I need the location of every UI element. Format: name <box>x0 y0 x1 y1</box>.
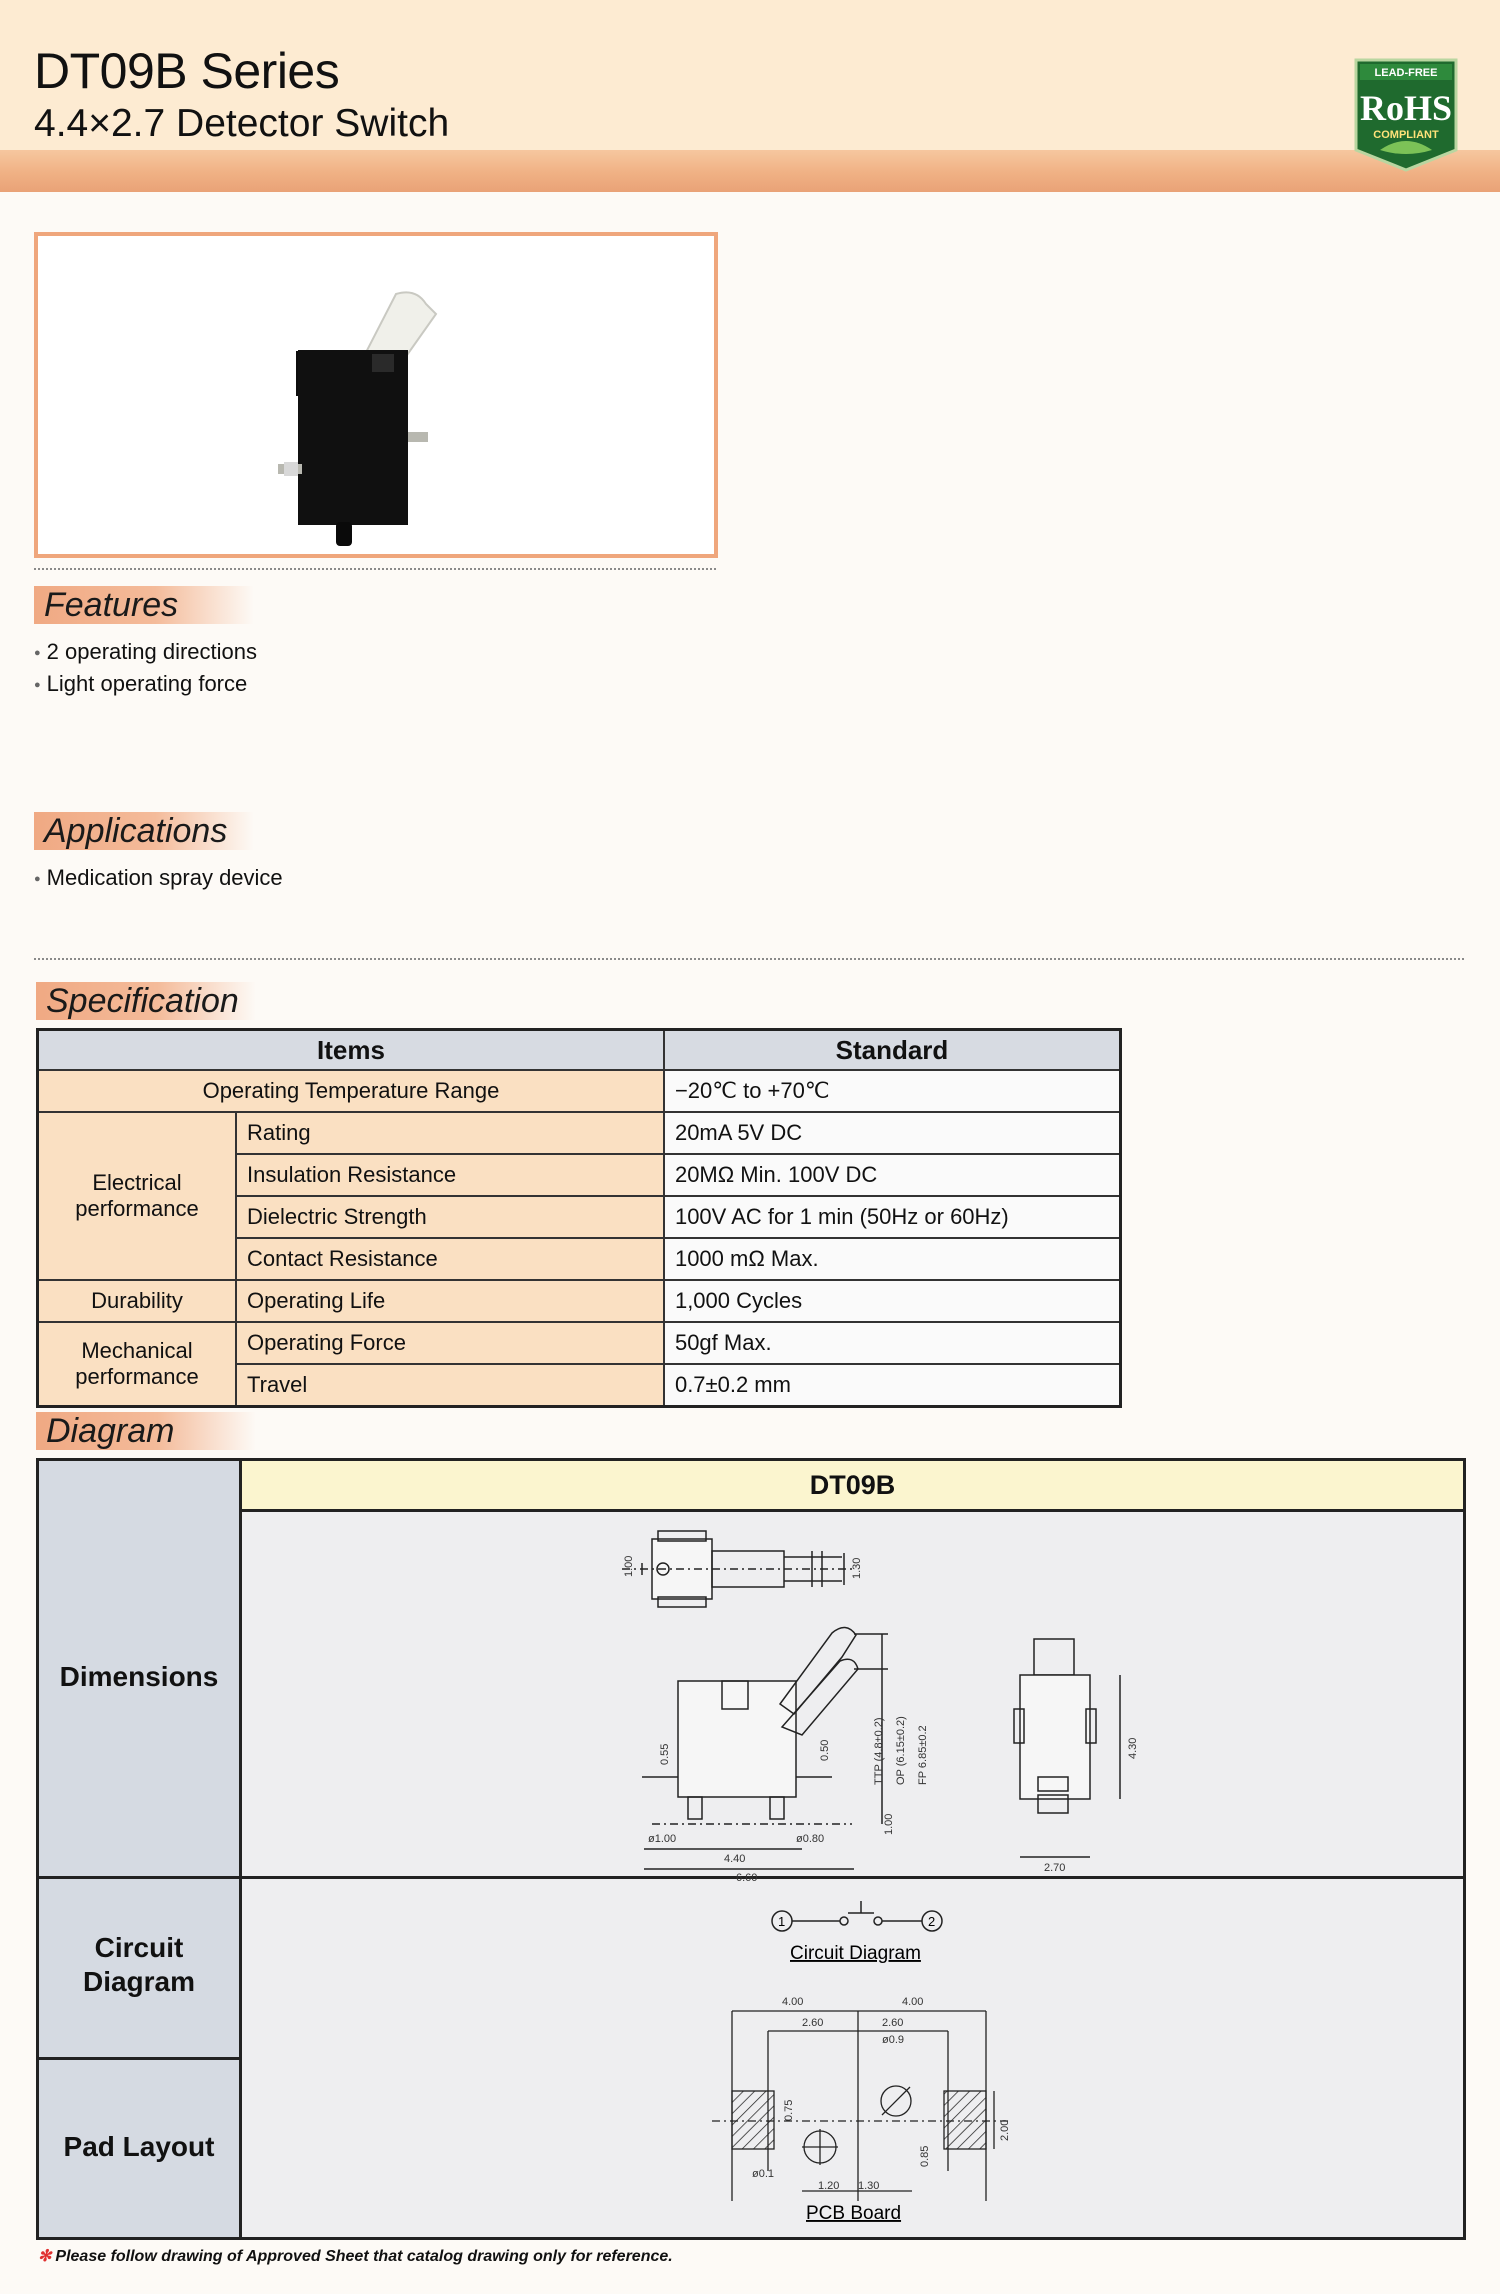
table-row <box>38 1112 1121 1154</box>
reference-note-text: Please follow drawing of Approved Sheet that catalog drawing only for reference. <box>55 2248 673 2265</box>
spec-standard: 1000 mΩ Max. <box>664 1238 1121 1280</box>
spec-standard: 0.7±0.2 mm <box>664 1364 1121 1407</box>
diagram-model: DT09B <box>242 1461 1463 1512</box>
col-items-header: Items <box>38 1030 664 1071</box>
table-row <box>38 1070 1121 1112</box>
dim-label: 4.30 <box>1127 1737 1139 1759</box>
pad-dim: 0.75 <box>783 2099 795 2121</box>
divider <box>39 2057 242 2060</box>
list-item: ● Medication spray device <box>34 864 283 896</box>
spec-standard: 50gf Max. <box>664 1322 1121 1364</box>
spec-item: Operating Life <box>236 1280 664 1322</box>
spec-item: Insulation Resistance <box>236 1154 664 1196</box>
page-title: DT09B Series <box>34 43 340 99</box>
circuit-caption: Circuit Diagram <box>790 1943 921 1964</box>
features-heading: Features <box>34 586 254 624</box>
pad-dim: 0.85 <box>919 2145 931 2167</box>
dim-label: 6.60 <box>736 1872 758 1884</box>
dim-label: ø0.80 <box>796 1833 825 1845</box>
diagram-panel <box>36 1458 1466 2240</box>
dim-label: 1.00 <box>623 1555 635 1577</box>
spec-standard: 20mA 5V DC <box>664 1112 1121 1154</box>
section-divider <box>34 568 716 570</box>
pad-dim: ø0.1 <box>752 2168 775 2180</box>
dim-label: OP (6.15±0.2) <box>895 1716 907 1785</box>
rohs-badge-bottom: COMPLIANT <box>1373 129 1439 141</box>
table-row <box>38 1322 1121 1364</box>
spec-standard: −20℃ to +70℃ <box>664 1070 1121 1112</box>
spec-item: Operating Temperature Range <box>38 1070 664 1112</box>
spec-group: Electrical performance <box>38 1112 237 1280</box>
applications-list <box>34 864 283 896</box>
list-item: ● Light operating force <box>34 670 257 702</box>
dim-label: 4.40 <box>724 1853 746 1865</box>
features-list <box>34 638 257 702</box>
spec-group: Mechanical performance <box>38 1322 237 1407</box>
spec-item: Contact Resistance <box>236 1238 664 1280</box>
col-standard-header: Standard <box>664 1030 1121 1071</box>
section-divider <box>34 958 1464 960</box>
specification-heading: Specification <box>36 982 256 1020</box>
pad-dim: ø0.9 <box>882 2034 905 2046</box>
dim-label: 1.30 <box>851 1557 863 1579</box>
spec-item: Operating Force <box>236 1322 664 1364</box>
dim-label: 1.00 <box>883 1813 895 1835</box>
pad-dim: 4.00 <box>782 1996 804 2008</box>
pad-caption: PCB Board <box>806 2203 902 2224</box>
page-subtitle: 4.4×2.7 Detector Switch <box>34 102 450 145</box>
circuit-pin-1: 1 <box>778 1914 786 1929</box>
circuit-pin-2: 2 <box>928 1914 936 1929</box>
dim-label: ø1.00 <box>648 1833 677 1845</box>
circuit-drawing <box>242 1879 1460 1979</box>
diagram-label-column <box>39 1461 242 2237</box>
dim-label: 2.70 <box>1044 1862 1066 1874</box>
spec-item: Rating <box>236 1112 664 1154</box>
pad-dim: 1.30 <box>858 2180 880 2192</box>
circuit-diagram-label: Circuit Diagram <box>82 1932 196 1997</box>
product-photo-frame <box>34 232 718 558</box>
pad-layout-drawing <box>242 1981 1460 2233</box>
spec-item: Dielectric Strength <box>236 1196 664 1238</box>
spec-standard: 1,000 Cycles <box>664 1280 1121 1322</box>
applications-heading: Applications <box>34 812 254 850</box>
dim-label: FP 6.85±0.2 <box>917 1725 929 1785</box>
list-item: ● 2 operating directions <box>34 638 257 670</box>
pad-dim: 2.60 <box>882 2017 904 2029</box>
pad-layout-label: Pad Layout <box>63 2131 215 2162</box>
rohs-badge-main: RoHS <box>1359 88 1453 128</box>
reference-note: ✻ Please follow drawing of Approved Sheet that catalog drawing only for reference. <box>38 2248 673 2265</box>
pad-dim: 2.60 <box>802 2017 824 2029</box>
switch-photo <box>38 236 714 554</box>
pad-dim: 4.00 <box>902 1996 924 2008</box>
pad-dim: 1.20 <box>818 2180 840 2192</box>
spec-standard: 20MΩ Min. 100V DC <box>664 1154 1121 1196</box>
dim-label: 0.55 <box>659 1743 671 1765</box>
table-row <box>38 1280 1121 1322</box>
rohs-badge-top: LEAD-FREE <box>1374 67 1438 79</box>
spec-standard: 100V AC for 1 min (50Hz or 60Hz) <box>664 1196 1121 1238</box>
dimensions-drawing <box>242 1509 1460 1884</box>
dim-label: TTP (4.8±0.2) <box>873 1717 885 1785</box>
spec-group: Durability <box>38 1280 237 1322</box>
dimensions-label: Dimensions <box>59 1661 219 1692</box>
spec-item: Travel <box>236 1364 664 1407</box>
pad-dim: 2.00 <box>999 2119 1011 2141</box>
specification-table <box>36 1028 1122 1408</box>
diagram-heading: Diagram <box>36 1412 256 1450</box>
dim-label: 0.50 <box>819 1739 831 1761</box>
rohs-badge <box>1350 54 1462 174</box>
table-header-row <box>38 1030 1121 1071</box>
header-stripe <box>0 150 1500 192</box>
